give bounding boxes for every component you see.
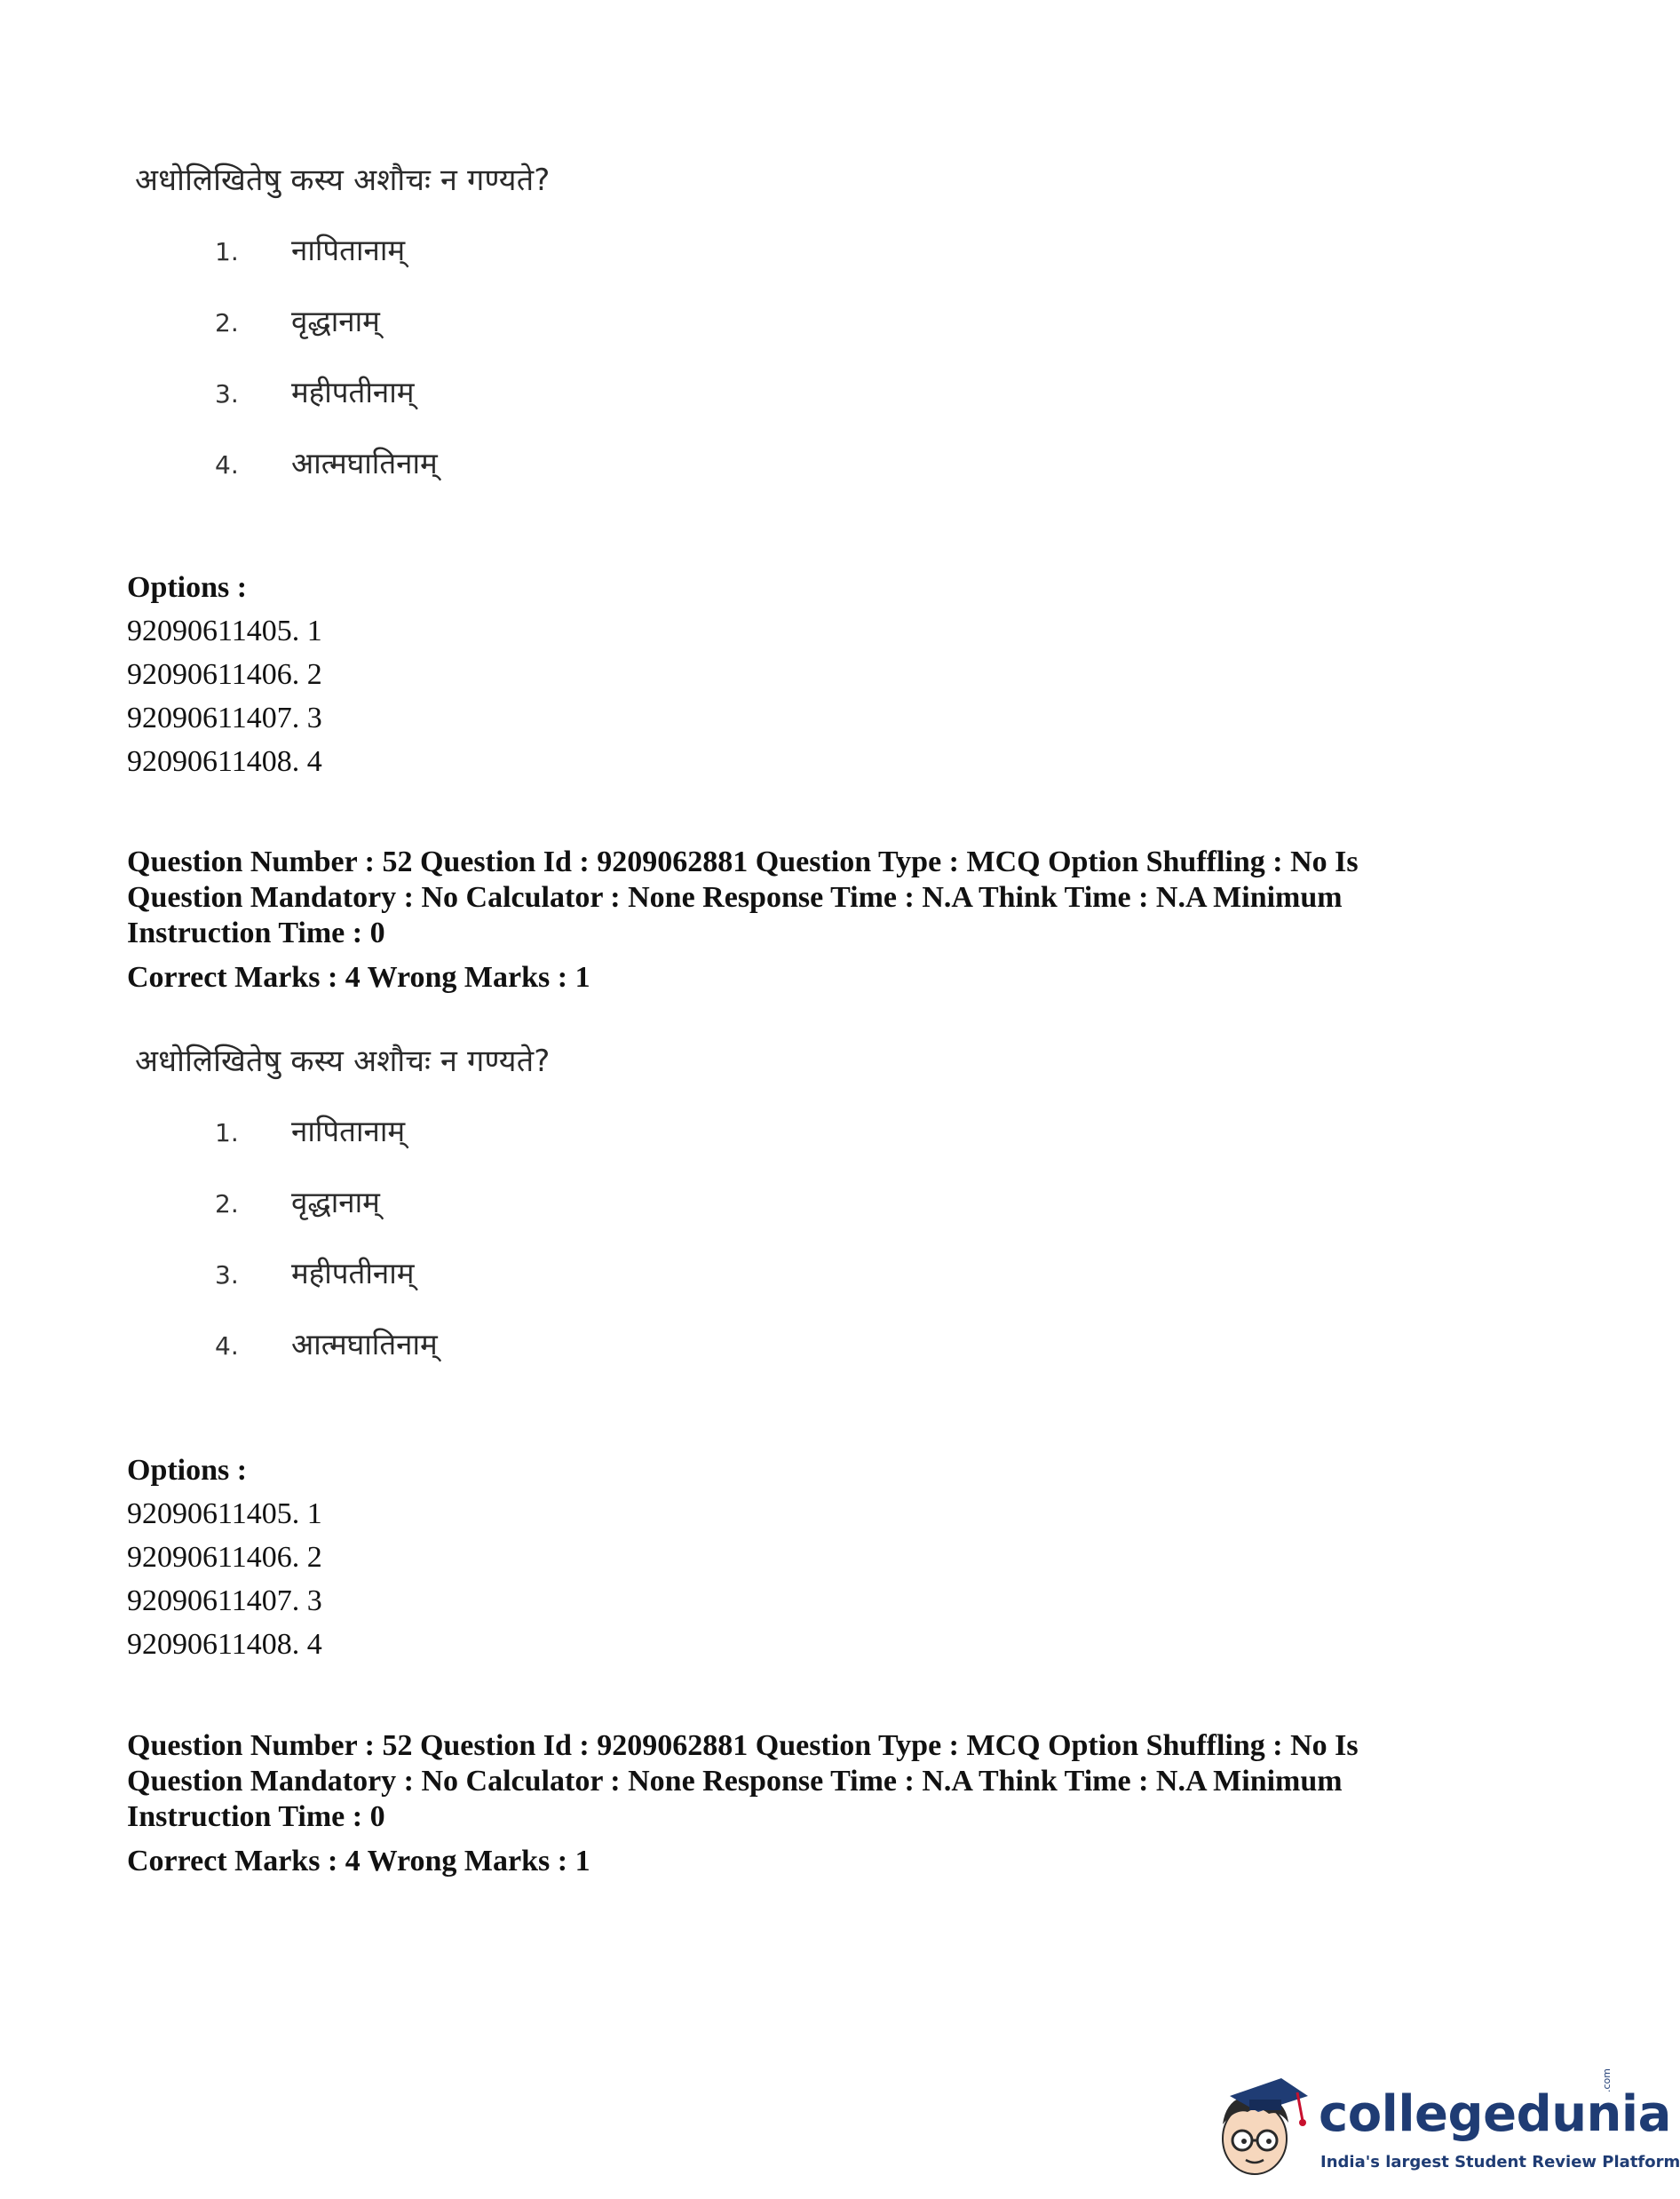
choice-text: वृद्धानाम् <box>291 1185 380 1219</box>
choice-2 <box>215 1181 380 1221</box>
choice-number: 3. <box>215 1260 239 1290</box>
choice-text: आत्मघातिनाम् <box>291 446 438 480</box>
meta-line: Instruction Time : 0 <box>127 1800 385 1833</box>
logo-tagline: India's largest Student Review Platform <box>1320 2153 1680 2171</box>
choice-number: 2. <box>215 1189 239 1219</box>
choice-text: महीपतीनाम् <box>291 1256 415 1290</box>
meta-line: Question Number : 52 Question Id : 9209062881 Question Type : MCQ Option Shuffling : No Is <box>127 1729 1359 1762</box>
question-text: अधोलिखितेषु कस्य अशौचः न गण्यते? <box>135 163 551 198</box>
option-item: 92090611407. 3 <box>127 702 322 734</box>
choice-3 <box>215 371 415 411</box>
option-item: 92090611405. 1 <box>127 615 322 647</box>
options-label: Options : <box>127 1454 248 1487</box>
meta-line: Question Mandatory : No Calculator : None Response Time : N.A Think Time : N.A Minimum <box>127 1765 1343 1798</box>
choice-number: 2. <box>215 308 239 337</box>
choice-text: नापितानाम् <box>291 1114 406 1148</box>
meta-line: Instruction Time : 0 <box>127 917 385 949</box>
question-meta-2 <box>127 1728 1530 1879</box>
meta-line: Question Number : 52 Question Id : 9209062881 Question Type : MCQ Option Shuffling : No Is <box>127 845 1359 878</box>
options-label: Options : <box>127 571 248 604</box>
choice-4 <box>215 1323 438 1363</box>
collegedunia-logo <box>1203 2068 1680 2185</box>
meta-line: Question Mandatory : No Calculator : None Response Time : N.A Think Time : N.A Minimum <box>127 881 1343 914</box>
choice-text: आत्मघातिनाम् <box>291 1327 438 1361</box>
choice-number: 1. <box>215 1118 239 1147</box>
options-list-1 <box>127 566 837 783</box>
options-list-2 <box>127 1449 837 1666</box>
choice-1 <box>215 229 405 269</box>
option-item: 92090611408. 4 <box>127 1628 322 1661</box>
option-item: 92090611408. 4 <box>127 745 322 778</box>
question-meta-1 <box>127 845 1530 996</box>
marks-line: Correct Marks : 4 Wrong Marks : 1 <box>127 961 590 994</box>
choice-number: 1. <box>215 237 239 266</box>
choice-1 <box>215 1110 405 1150</box>
logo-brand: collegedunia <box>1319 2085 1671 2143</box>
choice-2 <box>215 300 380 340</box>
option-item: 92090611406. 2 <box>127 658 322 691</box>
choice-text: नापितानाम् <box>291 233 406 267</box>
choice-text: वृद्धानाम् <box>291 304 380 338</box>
question-text: अधोलिखितेषु कस्य अशौचः न गण्यते? <box>135 1044 551 1079</box>
choice-number: 4. <box>215 450 239 480</box>
option-item: 92090611405. 1 <box>127 1497 322 1530</box>
choice-number: 3. <box>215 379 239 409</box>
option-item: 92090611407. 3 <box>127 1584 322 1617</box>
choice-number: 4. <box>215 1331 239 1361</box>
option-item: 92090611406. 2 <box>127 1541 322 1574</box>
mascot-graduate-icon <box>1203 2069 1319 2185</box>
logo-domain: .com <box>1601 2068 1613 2092</box>
choice-3 <box>215 1252 415 1292</box>
question-image-2 <box>133 1039 755 1377</box>
marks-line: Correct Marks : 4 Wrong Marks : 1 <box>127 1845 590 1877</box>
question-image-1 <box>133 158 755 496</box>
choice-4 <box>215 442 438 482</box>
choice-text: महीपतीनाम् <box>291 375 415 409</box>
